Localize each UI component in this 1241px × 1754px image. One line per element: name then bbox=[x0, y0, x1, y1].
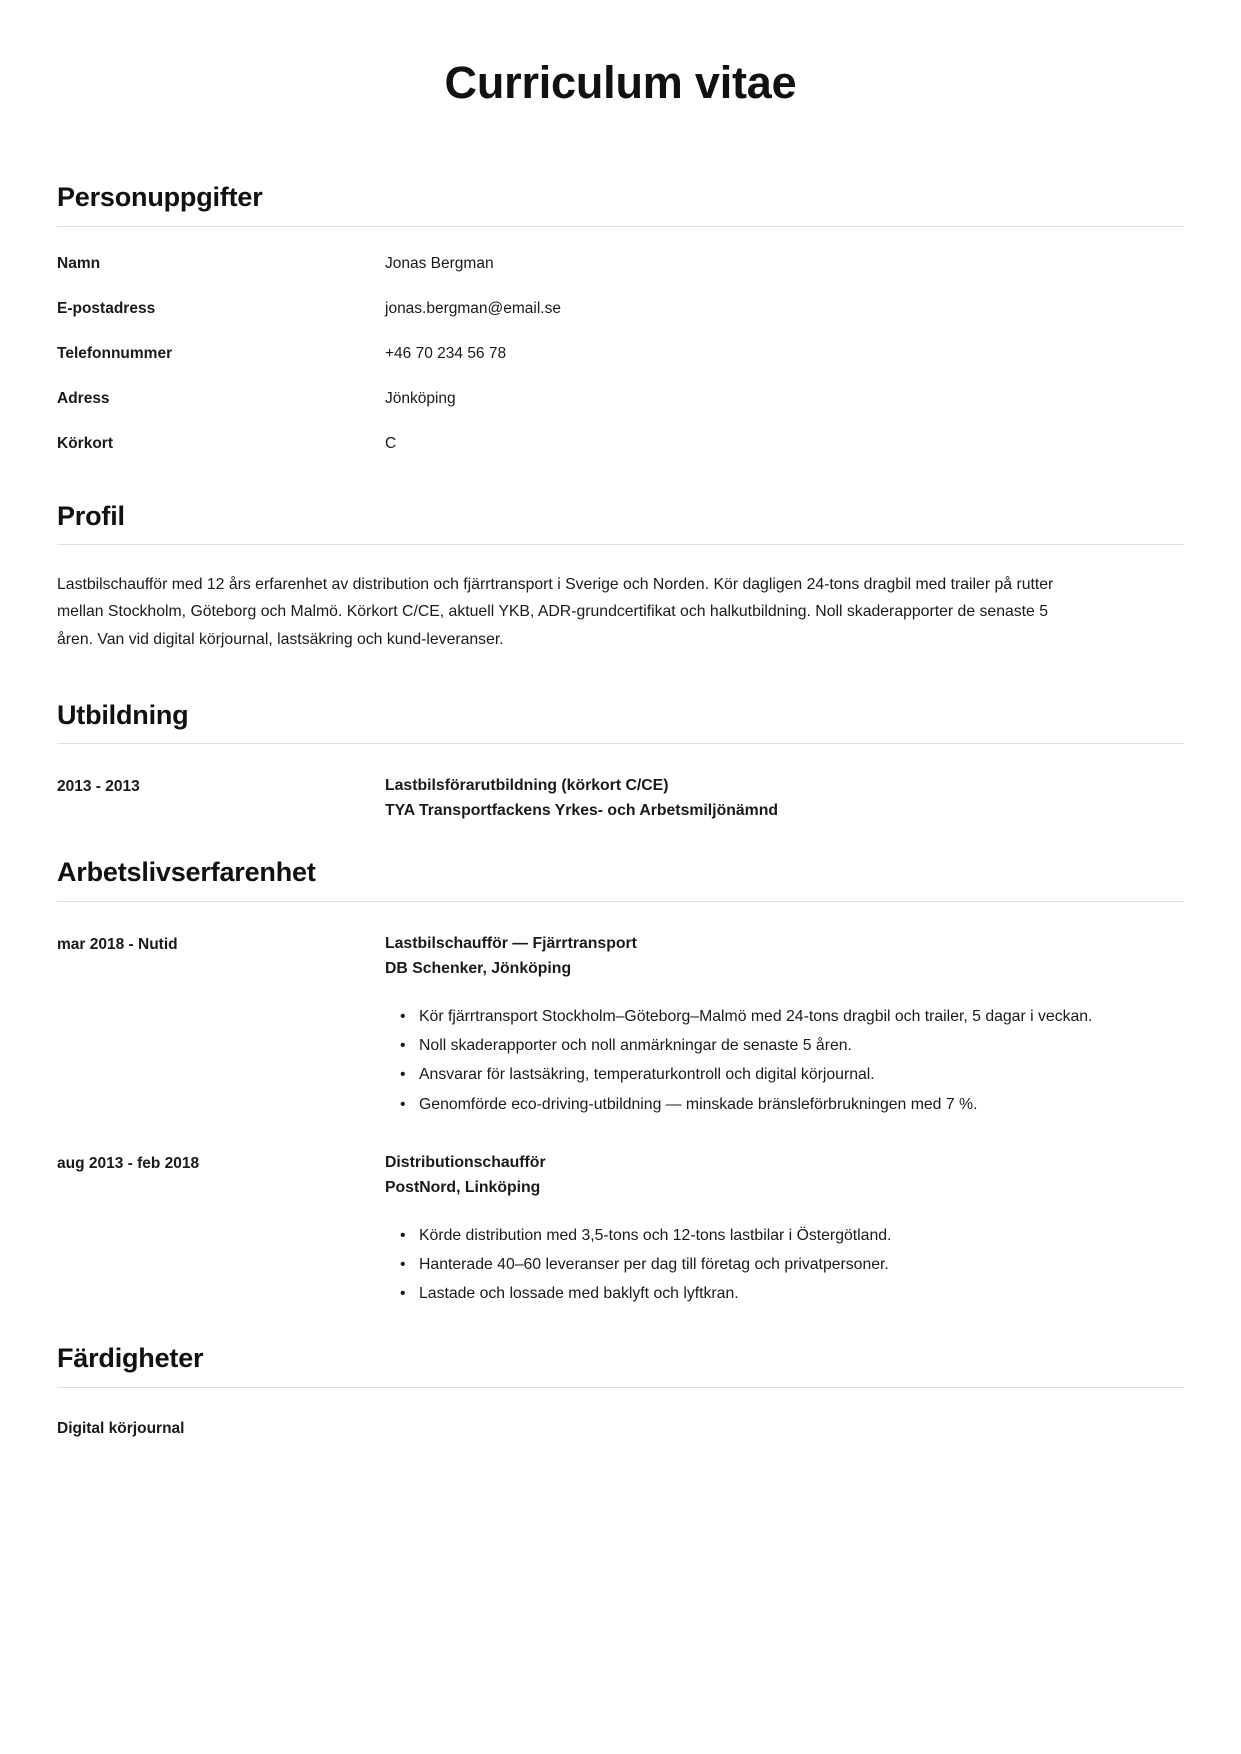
list-item-text: Genomförde eco-driving-utbildning — minskade bränsleförbrukningen med 7 %. bbox=[419, 1095, 978, 1113]
spacer bbox=[57, 1310, 1184, 1342]
personal-detail-value: jonas.bergman@email.se bbox=[385, 299, 561, 317]
entry-body bbox=[385, 1151, 1184, 1311]
list-item bbox=[400, 1252, 1184, 1278]
spacer bbox=[57, 480, 1184, 500]
section-heading-skills: Färdigheter bbox=[57, 1343, 204, 1374]
table-row bbox=[57, 300, 1184, 345]
list-item bbox=[400, 1281, 1184, 1307]
skill-name: Digital körjournal bbox=[57, 1420, 185, 1438]
table-row bbox=[57, 255, 1184, 300]
personal-details-table bbox=[57, 255, 1184, 480]
personal-detail-value: Jönköping bbox=[385, 389, 456, 407]
section-education bbox=[57, 699, 1184, 825]
section-experience bbox=[57, 856, 1184, 1310]
section-heading-education: Utbildning bbox=[57, 699, 189, 730]
table-row bbox=[57, 345, 1184, 390]
personal-detail-value: C bbox=[385, 434, 397, 452]
section-divider bbox=[57, 743, 1184, 744]
section-heading-profile: Profil bbox=[57, 500, 125, 531]
page-title: Curriculum vitae bbox=[444, 57, 797, 108]
section-divider bbox=[57, 901, 1184, 902]
spacer bbox=[57, 109, 1184, 181]
profile-text: Lastbilschaufför med 12 års erfarenhet av distribution och fjärrtransport i Sverige och Norden. Kör dagligen 24-tons dragbil med trailer på rutter mellan Stockholm, Göteborg och Malmö. Körkort C/CE, aktuell YKB, ADR-grundcertifikat och halkutbildning. Noll skaderapporter de senaste 5 åren. Van vid digital körjournal, lastsäkring och kund-leveranser. bbox=[57, 576, 1054, 648]
personal-detail-label: Adress bbox=[57, 389, 110, 407]
list-item bbox=[400, 1223, 1184, 1249]
entry-title: Distributionschaufför bbox=[385, 1153, 546, 1171]
entry-title: Lastbilsförarutbildning (körkort C/CE) bbox=[385, 777, 669, 795]
table-row bbox=[57, 435, 1184, 480]
personal-detail-label: Körkort bbox=[57, 434, 113, 452]
list-item-text: Kör fjärrtransport Stockholm–Göteborg–Malmö med 24-tons dragbil och trailer, 5 dagar i veckan. bbox=[419, 1008, 1093, 1026]
list-item-text: Lastade och lossade med baklyft och lyftkran. bbox=[419, 1285, 739, 1303]
section-personal-details bbox=[57, 181, 1184, 480]
section-profile bbox=[57, 500, 1184, 653]
list-item-text: Noll skaderapporter och noll anmärkningar de senaste 5 åren. bbox=[419, 1037, 852, 1055]
section-divider bbox=[57, 226, 1184, 227]
education-entry bbox=[57, 774, 1184, 824]
entry-period: mar 2018 - Nutid bbox=[57, 936, 178, 954]
list-item bbox=[400, 1062, 1184, 1088]
bullet-icon: • bbox=[400, 1226, 406, 1244]
personal-detail-label: Telefonnummer bbox=[57, 344, 173, 362]
spacer bbox=[57, 824, 1184, 856]
entry-organisation: PostNord, Linköping bbox=[385, 1178, 541, 1196]
list-item bbox=[400, 1092, 1184, 1118]
bullet-icon: • bbox=[400, 1066, 406, 1084]
bullet-icon: • bbox=[400, 1037, 406, 1055]
section-heading-experience: Arbetslivserfarenhet bbox=[57, 857, 316, 888]
personal-detail-value: Jonas Bergman bbox=[385, 254, 494, 272]
bullet-icon: • bbox=[400, 1285, 406, 1303]
entry-bullet-list bbox=[385, 1223, 1184, 1308]
spacer bbox=[57, 653, 1184, 699]
entry-period: 2013 - 2013 bbox=[57, 778, 140, 796]
experience-entry bbox=[57, 1151, 1184, 1311]
list-item-text: Hanterade 40–60 leveranser per dag till företag och privatpersoner. bbox=[419, 1256, 889, 1274]
section-skills bbox=[57, 1342, 1184, 1440]
entry-organisation: DB Schenker, Jönköping bbox=[385, 960, 572, 978]
bullet-icon: • bbox=[400, 1008, 406, 1026]
entry-organisation: TYA Transportfackens Yrkes- och Arbetsmiljönämnd bbox=[385, 802, 778, 820]
bullet-icon: • bbox=[400, 1256, 406, 1274]
entry-period: aug 2013 - feb 2018 bbox=[57, 1154, 200, 1172]
entry-bullet-list bbox=[385, 1004, 1184, 1118]
section-divider bbox=[57, 544, 1184, 545]
list-item bbox=[400, 1033, 1184, 1059]
section-heading-personal-details: Personuppgifter bbox=[57, 181, 263, 212]
personal-detail-label: Namn bbox=[57, 254, 101, 272]
personal-detail-label: E-postadress bbox=[57, 299, 156, 317]
skill-item bbox=[57, 1417, 1184, 1440]
table-row bbox=[57, 390, 1184, 435]
bullet-icon: • bbox=[400, 1095, 406, 1113]
list-item bbox=[400, 1004, 1184, 1030]
entry-title: Lastbilschaufför — Fjärrtransport bbox=[385, 935, 637, 953]
personal-detail-value: +46 70 234 56 78 bbox=[385, 344, 507, 362]
list-item-text: Körde distribution med 3,5-tons och 12-tons lastbilar i Östergötland. bbox=[419, 1226, 892, 1244]
entry-body bbox=[385, 932, 1184, 1121]
list-item-text: Ansvarar för lastsäkring, temperaturkontroll och digital körjournal. bbox=[419, 1066, 875, 1084]
experience-entry bbox=[57, 932, 1184, 1121]
entry-body bbox=[385, 774, 1184, 824]
section-divider bbox=[57, 1387, 1184, 1388]
